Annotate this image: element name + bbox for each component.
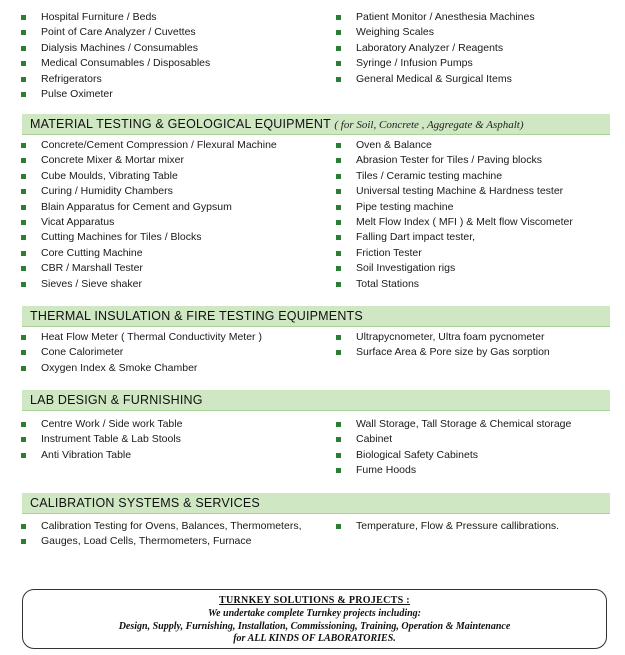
bullet-square-icon xyxy=(336,282,341,287)
list-item xyxy=(20,519,301,534)
bullet-square-icon xyxy=(336,235,341,240)
list-item xyxy=(335,417,571,432)
list-item xyxy=(335,330,550,345)
bullet-square-icon xyxy=(336,30,341,35)
bullet-square-icon xyxy=(336,15,341,20)
bullet-square-icon xyxy=(21,61,26,66)
bullet-square-icon xyxy=(21,453,26,458)
list-item-text: Total Stations xyxy=(356,277,420,290)
list-item xyxy=(20,230,277,245)
thermal-section-header xyxy=(22,306,610,327)
material-list-left xyxy=(20,138,277,292)
list-item xyxy=(335,519,559,534)
bullet-square-icon xyxy=(21,205,26,210)
list-item xyxy=(335,448,571,463)
list-item xyxy=(335,230,573,245)
list-item xyxy=(335,169,573,184)
bullet-square-icon xyxy=(336,335,341,340)
bullet-square-icon xyxy=(336,205,341,210)
list-item-text: Biological Safety Cabinets xyxy=(356,448,478,461)
list-item-text: Patient Monitor / Anesthesia Machines xyxy=(356,11,535,23)
list-item xyxy=(335,200,573,215)
list-item-text: Cabinet xyxy=(356,433,393,446)
top-list-right xyxy=(335,10,535,87)
list-item-text: CBR / Marshall Tester xyxy=(41,262,143,275)
list-item-text: Heat Flow Meter ( Thermal Conductivity Meter ) xyxy=(41,331,262,343)
list-item-text: Refrigerators xyxy=(41,72,102,85)
lab-section-title: LAB DESIGN & FURNISHING xyxy=(30,393,203,407)
list-item-text: Fume Hoods xyxy=(356,464,417,477)
list-item-text: Syringe / Infusion Pumps xyxy=(356,57,473,70)
list-item-text: Pipe testing machine xyxy=(356,200,454,213)
bullet-square-icon xyxy=(336,437,341,442)
list-item xyxy=(20,330,262,345)
list-item xyxy=(20,153,277,168)
list-item-text: Soil Investigation rigs xyxy=(356,262,456,275)
list-item xyxy=(20,200,277,215)
bullet-square-icon xyxy=(336,524,341,529)
bullet-square-icon xyxy=(336,350,341,355)
list-item-text: Melt Flow Index ( MFI ) & Melt flow Viscometer xyxy=(356,215,573,228)
bullet-square-icon xyxy=(336,468,341,473)
thermal-section-title: THERMAL INSULATION & FIRE TESTING EQUIPMENTS xyxy=(30,309,363,323)
bullet-square-icon xyxy=(21,266,26,271)
list-item xyxy=(20,261,277,276)
bullet-square-icon xyxy=(21,92,26,97)
list-item xyxy=(335,261,573,276)
list-item xyxy=(20,417,182,432)
list-item-text: Falling Dart impact tester, xyxy=(356,231,476,244)
list-item xyxy=(335,10,535,25)
bullet-square-icon xyxy=(21,174,26,179)
list-item-text: Weighing Scales xyxy=(356,26,435,39)
list-item-text: Blain Apparatus for Cement and Gypsum xyxy=(41,200,232,213)
list-item-text: Friction Tester xyxy=(356,246,422,259)
list-item xyxy=(20,277,277,292)
bullet-square-icon xyxy=(336,251,341,256)
thermal-list-right xyxy=(335,330,550,361)
list-item xyxy=(20,215,277,230)
list-item-text: Calibration Testing for Ovens, Balances, Thermometers, xyxy=(41,520,302,532)
bullet-square-icon xyxy=(21,143,26,148)
calibration-section-header xyxy=(22,493,610,514)
bullet-square-icon xyxy=(21,524,26,529)
material-section-header xyxy=(22,114,610,135)
bullet-square-icon xyxy=(21,422,26,427)
list-item-text: Sieves / Sieve shaker xyxy=(41,277,142,290)
list-item-text: Oxygen Index & Smoke Chamber xyxy=(41,361,198,374)
bullet-square-icon xyxy=(21,539,26,544)
list-item xyxy=(335,215,573,230)
list-item-text: Core Cutting Machine xyxy=(41,246,143,259)
list-item-text: Cube Moulds, Vibrating Table xyxy=(41,169,178,182)
bullet-square-icon xyxy=(21,220,26,225)
list-item xyxy=(335,138,573,153)
list-item-text: Concrete/Cement Compression / Flexural Machine xyxy=(41,139,277,151)
list-item-text: Abrasion Tester for Tiles / Paving blocks xyxy=(356,154,542,167)
list-item xyxy=(20,448,182,463)
bullet-square-icon xyxy=(21,30,26,35)
list-item xyxy=(20,246,277,261)
bullet-square-icon xyxy=(336,266,341,271)
bullet-square-icon xyxy=(21,158,26,163)
list-item xyxy=(335,56,535,71)
bullet-square-icon xyxy=(21,189,26,194)
list-item xyxy=(20,25,210,40)
turnkey-line-1: We undertake complete Turnkey projects including: xyxy=(207,608,422,619)
list-item-text: Tiles / Ceramic testing machine xyxy=(356,169,503,182)
bullet-square-icon xyxy=(21,251,26,256)
material-section-title: MATERIAL TESTING & GEOLOGICAL EQUIPMENT xyxy=(30,117,331,131)
calibration-section-title: CALIBRATION SYSTEMS & SERVICES xyxy=(30,496,260,510)
turnkey-title: TURNKEY SOLUTIONS & PROJECTS : xyxy=(219,595,410,606)
bullet-square-icon xyxy=(21,77,26,82)
bullet-square-icon xyxy=(336,46,341,51)
list-item xyxy=(20,56,210,71)
calibration-list-right xyxy=(335,519,559,534)
calibration-list-left xyxy=(20,519,301,550)
list-item xyxy=(335,432,571,447)
list-item xyxy=(335,345,550,360)
list-item-text: Medical Consumables / Disposables xyxy=(41,57,211,70)
bullet-square-icon xyxy=(336,189,341,194)
list-item-text: Dialysis Machines / Consumables xyxy=(41,41,198,54)
list-item-text: Oven & Balance xyxy=(356,139,432,151)
thermal-list-left xyxy=(20,330,262,376)
bullet-square-icon xyxy=(21,437,26,442)
list-item xyxy=(20,184,277,199)
list-item xyxy=(335,153,573,168)
list-item-text: Ultrapycnometer, Ultra foam pycnometer xyxy=(356,331,545,343)
turnkey-line-3: for ALL KINDS OF LABORATORIES. xyxy=(233,633,396,644)
bullet-square-icon xyxy=(336,453,341,458)
material-list-right xyxy=(335,138,573,292)
list-item xyxy=(20,41,210,56)
list-item xyxy=(20,87,210,102)
list-item-text: Universal testing Machine & Hardness tester xyxy=(356,185,564,198)
top-list-left xyxy=(20,10,210,102)
bullet-square-icon xyxy=(336,77,341,82)
list-item-text: Surface Area & Pore size by Gas sorption xyxy=(356,346,550,359)
bullet-square-icon xyxy=(336,220,341,225)
list-item-text: Laboratory Analyzer / Reagents xyxy=(356,41,504,54)
list-item-text: Point of Care Analyzer / Cuvettes xyxy=(41,26,196,39)
list-item-text: Centre Work / Side work Table xyxy=(41,418,183,430)
bullet-square-icon xyxy=(336,61,341,66)
list-item-text: Temperature, Flow & Pressure callibrations. xyxy=(356,520,560,532)
list-item xyxy=(335,246,573,261)
list-item xyxy=(20,138,277,153)
bullet-square-icon xyxy=(336,422,341,427)
list-item-text: Wall Storage, Tall Storage & Chemical storage xyxy=(356,418,572,430)
list-item-text: Vicat Apparatus xyxy=(41,215,115,228)
list-item-text: Curing / Humidity Chambers xyxy=(41,185,173,198)
list-item-text: Concrete Mixer & Mortar mixer xyxy=(41,154,184,167)
list-item xyxy=(335,41,535,56)
lab-list-left xyxy=(20,417,182,463)
bullet-square-icon xyxy=(336,174,341,179)
list-item xyxy=(335,72,535,87)
bullet-square-icon xyxy=(21,282,26,287)
list-item-text: Hospital Furniture / Beds xyxy=(41,11,157,23)
list-item-text: Anti Vibration Table xyxy=(41,448,132,461)
list-item xyxy=(20,361,262,376)
list-item xyxy=(20,345,262,360)
bullet-square-icon xyxy=(336,158,341,163)
list-item xyxy=(20,169,277,184)
list-item-text: Instrument Table & Lab Stools xyxy=(41,433,181,446)
bullet-square-icon xyxy=(336,143,341,148)
list-item xyxy=(335,463,571,478)
lab-section-header xyxy=(22,390,610,411)
lab-list-right xyxy=(335,417,571,479)
bullet-square-icon xyxy=(21,235,26,240)
list-item-text: Pulse Oximeter xyxy=(41,87,113,100)
list-item xyxy=(335,184,573,199)
bullet-square-icon xyxy=(21,350,26,355)
list-item xyxy=(20,10,210,25)
bullet-square-icon xyxy=(21,15,26,20)
list-item-text: Cutting Machines for Tiles / Blocks xyxy=(41,231,202,244)
bullet-square-icon xyxy=(21,46,26,51)
list-item-text: General Medical & Surgical Items xyxy=(356,72,512,85)
list-item xyxy=(335,25,535,40)
material-section-subtitle: ( for Soil, Concrete , Aggregate & Asphalt) xyxy=(334,119,524,131)
list-item xyxy=(20,534,301,549)
bullet-square-icon xyxy=(21,366,26,371)
list-item xyxy=(20,72,210,87)
turnkey-line-2: Design, Supply, Furnishing, Installation, Commissioning, Training, Operation & Maintenance xyxy=(118,620,511,632)
list-item xyxy=(335,277,573,292)
bullet-square-icon xyxy=(21,335,26,340)
list-item-text: Cone Calorimeter xyxy=(41,346,124,359)
turnkey-box xyxy=(22,589,607,649)
list-item-text: Gauges, Load Cells, Thermometers, Furnace xyxy=(41,535,252,548)
list-item xyxy=(20,432,182,447)
